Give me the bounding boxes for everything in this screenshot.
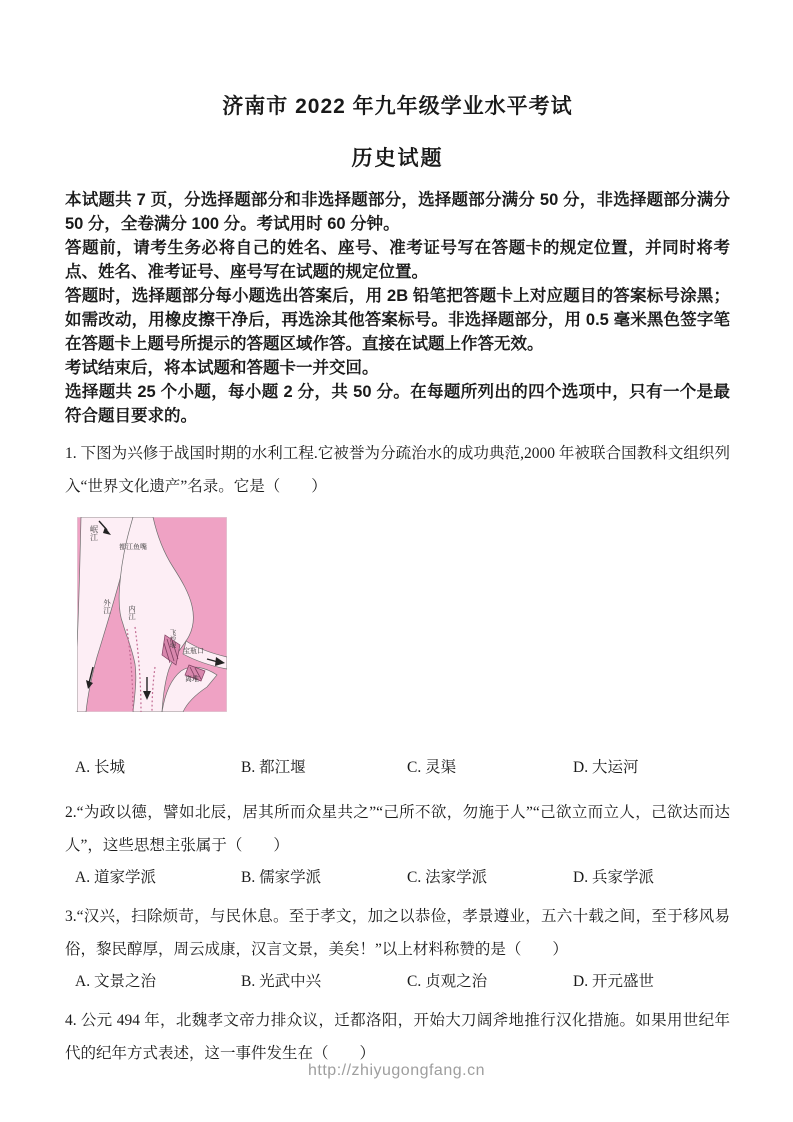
question-2 <box>65 796 730 890</box>
page-title: 济南市 2022 年九年级学业水平考试 <box>222 95 573 118</box>
option-a: A. 道家学派 <box>75 869 156 886</box>
option-b: B. 都江堰 <box>241 759 306 776</box>
option-b: B. 光武中兴 <box>241 973 322 990</box>
option-b: B. 儒家学派 <box>241 869 322 886</box>
question-1 <box>65 437 730 780</box>
option-c: C. 法家学派 <box>407 869 488 886</box>
map-label-minjiang: 岷江 <box>89 525 99 541</box>
option-a: A. 文景之治 <box>75 973 156 990</box>
option-a: A. 长城 <box>75 759 125 776</box>
map-label-yuzui: 都江鱼嘴 <box>119 544 147 551</box>
option-d: D. 大运河 <box>573 759 639 776</box>
map-label-waijiang: 外江 <box>102 599 112 614</box>
question-3-stem: 3.“汉兴，扫除烦苛，与民休息。至于孝文，加之以恭俭，孝景遵业，五六十载之间，至于移风易俗，黎民醇厚，周云成康，汉言文景，美矣！”以上材料称赞的是（ ） <box>65 908 730 958</box>
option-d: D. 兵家学派 <box>573 869 654 886</box>
watermark-url: http://zhiyugongfang.cn <box>308 1062 485 1079</box>
option-d: D. 开元盛世 <box>573 973 654 990</box>
question-4 <box>65 1004 730 1070</box>
dujiangyan-map-figure <box>77 517 227 712</box>
page-subtitle: 历史试题 <box>351 147 444 170</box>
option-c: C. 灵渠 <box>407 759 457 776</box>
instruction-before-answering: 答题前，请考生务必将自己的姓名、座号、准考证号写在答题卡的规定位置，并同时将考点、姓名、准考证号、座号写在试题的规定位置。 <box>65 239 730 281</box>
question-2-options <box>65 866 730 890</box>
dujiangyan-map <box>77 517 227 712</box>
question-3-options <box>65 970 730 994</box>
map-label-lidui: 离堆 <box>185 676 199 683</box>
question-3 <box>65 900 730 994</box>
question-1-stem: 1. 下图为兴修于战国时期的水利工程.它被誉为分疏治水的成功典范,2000 年被联合国教科文组织列入“世界文化遗产”名录。它是（ ） <box>65 445 730 495</box>
instruction-while-answering: 答题时，选择题部分每小题选出答案后，用 2B 铅笔把答题卡上对应题目的答案标号涂黑；如需改动，用橡皮擦干净后，再选涂其他答案标号。非选择题部分，用 0.5 毫米黑色签字笔在答题卡上题号所提示的答题区域作答。直接在试题上作答无效。 <box>65 287 730 353</box>
map-label-feishayan: 飞沙堰 <box>168 629 176 649</box>
instruction-choice-section: 选择题共 25 个小题，每小题 2 分，共 50 分。在每题所列出的四个选项中，只有一个是最符合题目要求的。 <box>65 383 730 425</box>
question-1-options <box>65 756 730 780</box>
option-c: C. 贞观之治 <box>407 973 488 990</box>
question-2-stem: 2.“为政以德，譬如北辰，居其所而众星共之”“己所不欲，勿施于人”“己欲立而立人，己欲达而达人”，这些思想主张属于（ ） <box>65 804 730 854</box>
instruction-paper-structure: 本试题共 7 页，分选择题部分和非选择题部分，选择题部分满分 50 分，非选择题部分满分 50 分，全卷满分 100 分。考试用时 60 分钟。 <box>65 191 730 233</box>
instruction-after-exam: 考试结束后，将本试题和答题卡一并交回。 <box>65 359 379 377</box>
question-4-stem: 4. 公元 494 年，北魏孝文帝力排众议，迁都洛阳，开始大刀阔斧地推行汉化措施。如果用世纪年代的纪年方式表述，这一事件发生在（ ） <box>65 1012 730 1062</box>
map-label-neijiang: 内江 <box>127 605 137 620</box>
map-label-baopingkou: 宝瓶口 <box>183 648 204 655</box>
exam-instructions <box>65 188 730 428</box>
